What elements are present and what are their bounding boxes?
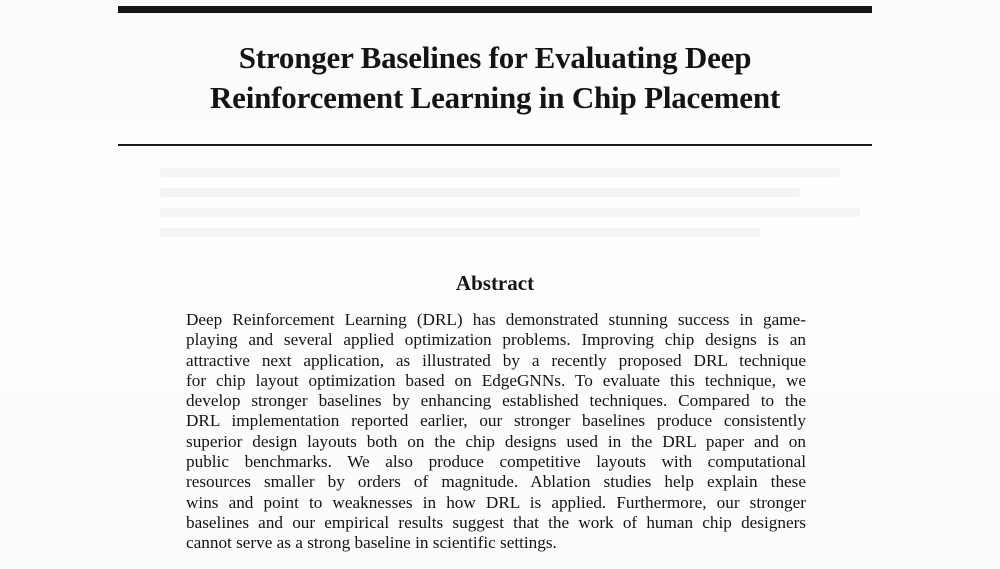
abstract-line: for chip layout optimization based on EdgeGNNs. To evaluate this technique, we: [186, 370, 806, 390]
paper-title: [118, 38, 872, 118]
abstract-line: Deep Reinforcement Learning (DRL) has demonstrated stunning success in game-: [186, 310, 806, 329]
abstract-line: attractive next application, as illustrated by a recently proposed DRL technique: [186, 350, 806, 370]
abstract-line: resources smaller by orders of magnitude. Ablation studies help explain these: [186, 472, 806, 492]
title-line-2: Reinforcement Learning in Chip Placement: [209, 80, 781, 115]
bleed-through: [160, 168, 840, 177]
abstract-line: DRL implementation reported earlier, our stronger baselines produce consistently: [186, 411, 806, 431]
bleed-through: [160, 228, 760, 237]
title-rule-bottom: [118, 144, 872, 146]
title-rule-top: [118, 6, 872, 13]
bleed-through: [160, 188, 800, 197]
bleed-through: [160, 208, 860, 217]
abstract-line: baselines and our empirical results suggest that the work of human chip designers: [186, 512, 806, 532]
abstract-heading: Abstract: [455, 271, 535, 295]
abstract-line: superior design layouts both on the chip designs used in the DRL paper and on: [186, 431, 806, 451]
abstract-line: public benchmarks. We also produce competitive layouts with computational: [186, 452, 806, 472]
title-line-1: Stronger Baselines for Evaluating Deep: [238, 40, 752, 75]
abstract-body: [186, 310, 806, 554]
abstract-line: playing and several applied optimization problems. Improving chip designs is an: [186, 330, 806, 350]
abstract-line: cannot serve as a strong baseline in scientific settings.: [186, 533, 557, 553]
abstract-line: wins and point to weaknesses in how DRL is applied. Furthermore, our stronger: [186, 492, 806, 512]
abstract-line: develop stronger baselines by enhancing established techniques. Compared to the: [186, 391, 806, 411]
